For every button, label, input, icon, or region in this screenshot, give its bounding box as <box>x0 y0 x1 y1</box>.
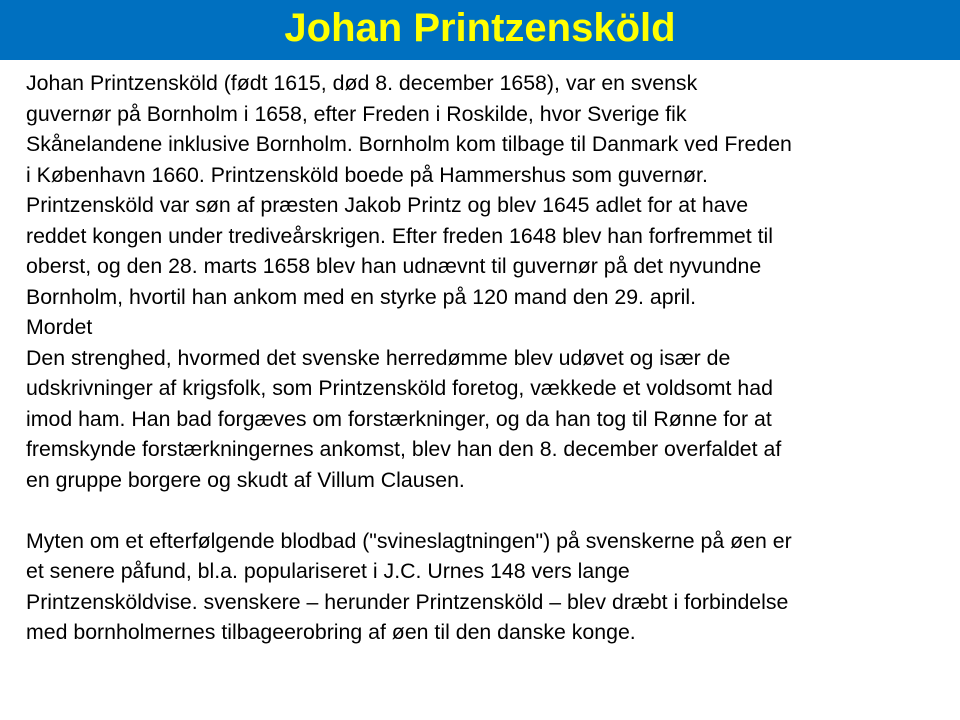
body-line: Printzensköld var søn af præsten Jakob Printz og blev 1645 adlet for at have <box>26 193 749 217</box>
page-title: Johan Printzensköld <box>284 5 676 50</box>
body-line: Den strenghed, hvormed det svenske herredømme blev udøvet og især de <box>26 345 731 370</box>
body-line: oberst, og den 28. marts 1658 blev han udnævnt til guvernør på det nyvundne <box>26 254 762 278</box>
body-line: Johan Printzensköld (født 1615, død 8. december 1658), var en svensk <box>26 71 698 95</box>
body-line: Printzensköldvise. svenskere – herunder Printzensköld – blev dræbt i forbindelse <box>26 589 789 614</box>
body-line: udskrivninger af krigsfolk, som Printzensköld foretog, vækkede et voldsomt had <box>26 376 773 400</box>
section-heading-mordet: Mordet <box>26 315 93 339</box>
body-line: i København 1660. Printzensköld boede på Hammershus som guvernør. <box>26 162 708 187</box>
body-line: Myten om et efterfølgende blodbad ("svineslagtningen") på svenskerne på øen er <box>26 528 792 553</box>
body-text <box>26 68 951 648</box>
body-line: fremskynde forstærkningernes ankomst, blev han den 8. december overfaldet af <box>26 437 782 461</box>
body-line: et senere påfund, bl.a. populariseret i J.C. Urnes 148 vers lange <box>26 559 630 583</box>
title-bar <box>0 0 960 60</box>
body-line: en gruppe borgere og skudt af Villum Clausen. <box>26 467 465 492</box>
body-line: Skånelandene inklusive Bornholm. Bornholm kom tilbage til Danmark ved Freden <box>26 132 792 156</box>
body-line: med bornholmernes tilbageerobring af øen til den danske konge. <box>26 620 636 644</box>
body-line: guvernør på Bornholm i 1658, efter Freden i Roskilde, hvor Sverige fik <box>26 101 687 126</box>
body-line: Bornholm, hvortil han ankom med en styrke på 120 mand den 29. april. <box>26 284 697 309</box>
blank-line <box>26 495 951 526</box>
body-line: reddet kongen under trediveårskrigen. Efter freden 1648 blev han forfremmet til <box>26 223 773 248</box>
body-line: imod ham. Han bad forgæves om forstærkninger, og da han tog til Rønne for at <box>26 406 772 431</box>
